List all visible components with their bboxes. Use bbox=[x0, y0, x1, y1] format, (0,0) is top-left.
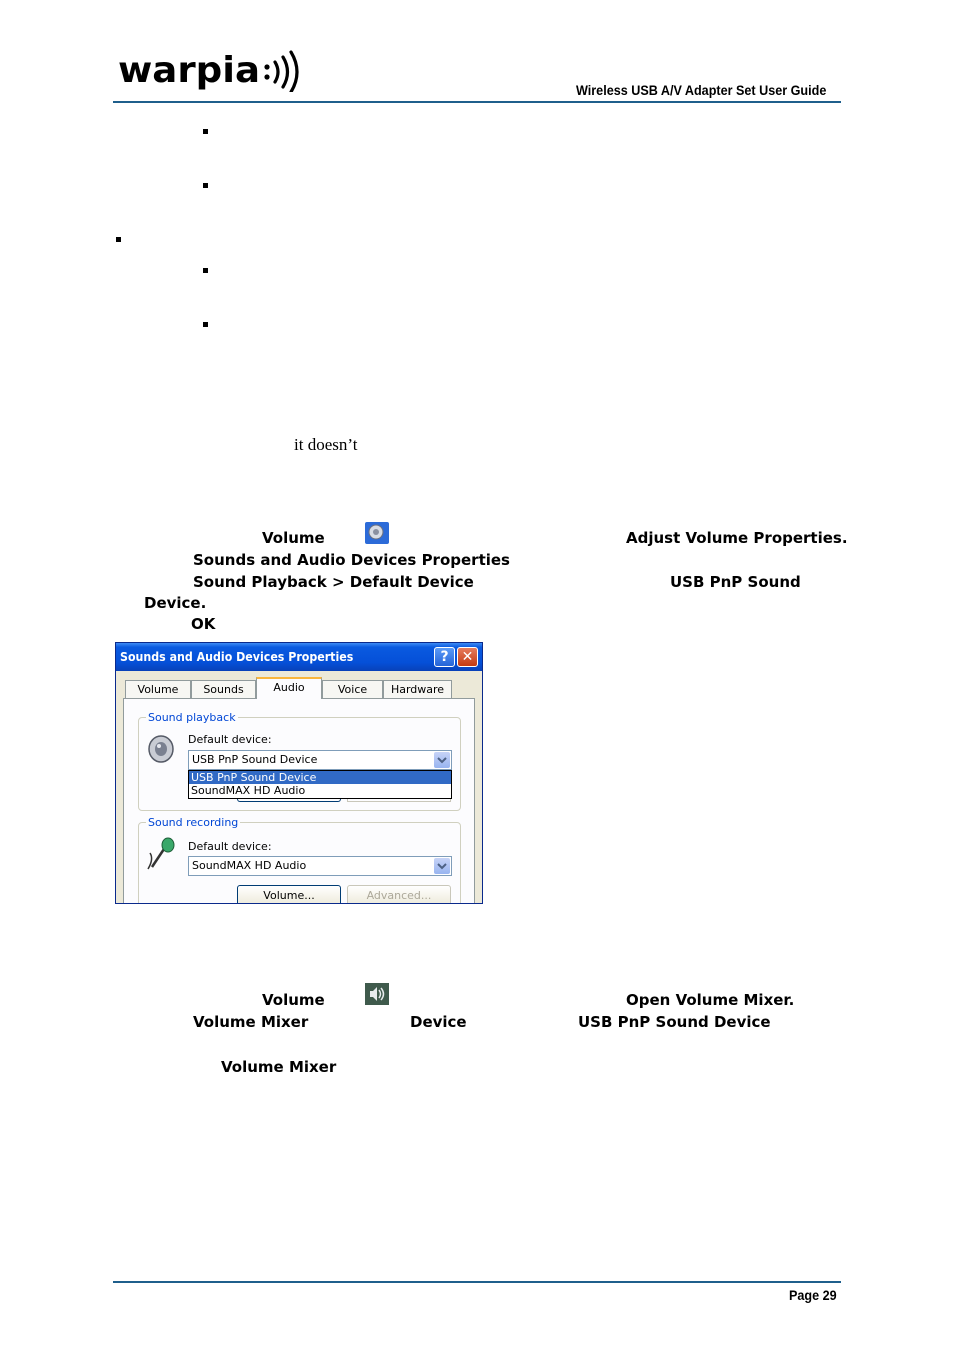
open-mixer-term: Open Volume Mixer. bbox=[626, 991, 795, 1009]
dropdown-option-usb[interactable]: USB PnP Sound Device bbox=[189, 771, 451, 784]
tab-voice[interactable]: Voice bbox=[322, 680, 383, 698]
dropdown-option-soundmax[interactable]: SoundMAX HD Audio bbox=[191, 784, 306, 797]
dialog-title: Sounds and Audio Devices Properties bbox=[120, 650, 354, 664]
close-button[interactable]: ✕ bbox=[457, 647, 478, 667]
chevron-down-icon[interactable] bbox=[434, 858, 450, 874]
playback-dropdown-list bbox=[188, 770, 452, 799]
volume-term: Volume bbox=[262, 529, 325, 547]
header-title: Wireless USB A/V Adapter Set User Guide bbox=[576, 82, 827, 98]
help-button[interactable]: ? bbox=[434, 647, 455, 667]
tab-hardware[interactable]: Hardware bbox=[383, 680, 452, 698]
microphone-icon bbox=[146, 837, 178, 871]
bullet bbox=[203, 322, 208, 327]
playback-group-label: Sound playback bbox=[148, 711, 236, 724]
volume-mixer-term-2: Volume Mixer bbox=[221, 1058, 337, 1076]
sounds-props-term: Sounds and Audio Devices Properties bbox=[193, 551, 510, 569]
recording-advanced-button[interactable]: Advanced... bbox=[347, 885, 451, 904]
recording-volume-button[interactable]: Volume... bbox=[237, 885, 341, 904]
ok-term: OK bbox=[191, 615, 216, 633]
playback-default-label: Default device: bbox=[188, 733, 272, 746]
page-number: Page 29 bbox=[789, 1287, 837, 1303]
sounds-dialog bbox=[115, 642, 483, 904]
device-term: Device. bbox=[144, 594, 207, 612]
audio-tab-panel bbox=[123, 698, 475, 904]
tab-volume[interactable]: Volume bbox=[125, 680, 191, 698]
speaker-icon bbox=[146, 732, 178, 764]
adjust-volume-term: Adjust Volume Properties. bbox=[626, 529, 848, 547]
footer-rule bbox=[113, 1281, 841, 1283]
volume-term-2: Volume bbox=[262, 991, 325, 1009]
recording-selected-value: SoundMAX HD Audio bbox=[192, 859, 307, 872]
logo-wordmark: warpia bbox=[118, 50, 260, 91]
usb-device-term: USB PnP Sound Device bbox=[578, 1013, 771, 1031]
recording-default-label: Default device: bbox=[188, 840, 272, 853]
chevron-down-icon[interactable] bbox=[434, 752, 450, 768]
bullet bbox=[203, 268, 208, 273]
tab-sounds[interactable]: Sounds bbox=[191, 680, 256, 698]
volume-mixer-term: Volume Mixer bbox=[193, 1013, 309, 1031]
header-rule bbox=[113, 101, 841, 103]
bullet bbox=[203, 183, 208, 188]
bullet bbox=[203, 129, 208, 134]
speaker-icon bbox=[365, 522, 389, 544]
playback-device-select[interactable] bbox=[188, 750, 452, 770]
body-fragment: it doesn’t bbox=[294, 435, 358, 454]
tab-audio[interactable]: Audio bbox=[256, 677, 322, 699]
dialog-titlebar bbox=[116, 643, 482, 671]
playback-path-term: Sound Playback > Default Device bbox=[193, 573, 474, 591]
device-term-2: Device bbox=[410, 1013, 467, 1031]
warpia-logo bbox=[118, 50, 303, 92]
bullet bbox=[116, 237, 121, 242]
recording-device-select[interactable] bbox=[188, 856, 452, 876]
usb-sound-term: USB PnP Sound bbox=[670, 573, 801, 591]
speaker-volume-icon bbox=[365, 983, 389, 1005]
playback-selected-value: USB PnP Sound Device bbox=[192, 753, 318, 766]
recording-group-label: Sound recording bbox=[148, 816, 239, 829]
